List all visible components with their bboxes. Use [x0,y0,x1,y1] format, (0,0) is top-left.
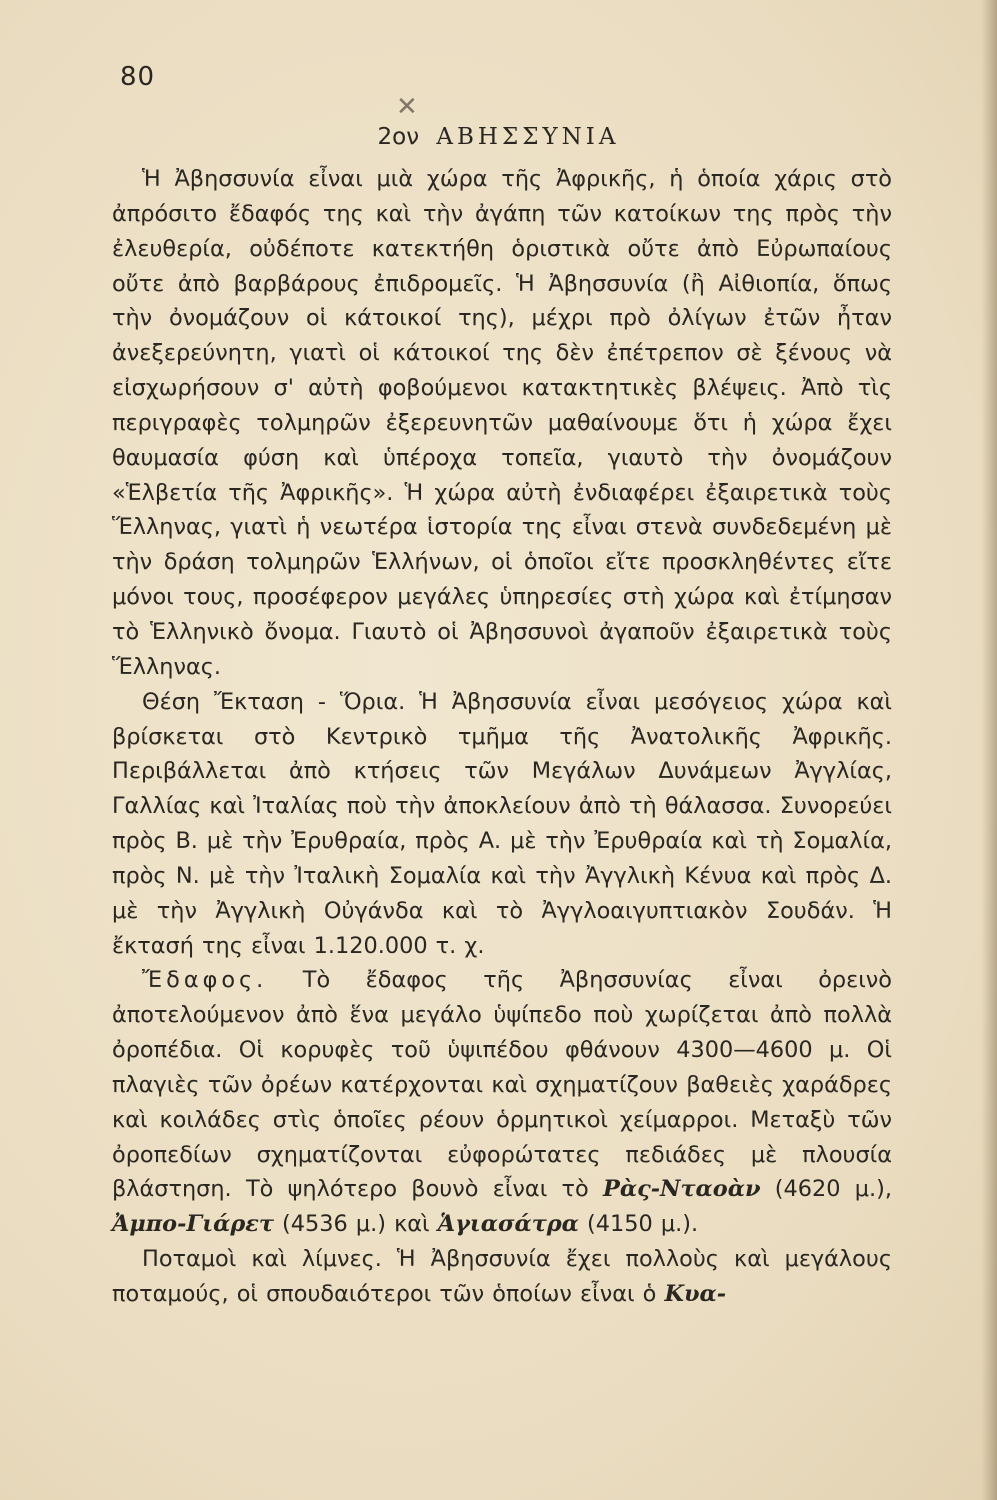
paragraph-terrain-heading: Ἔδαφος. [142,967,268,994]
paragraph-terrain-text-a: Τὸ ἔδαφος τῆς Ἀβησσυνίας εἶναι ὀρεινὸ ἀποτελούμενον ἀπὸ ἕνα μεγάλο ὑψίπεδο ποὺ χωρίζεται ἀπὸ πολλὰ ὀροπέδια. Οἱ κορυφὲς τοῦ ὑψιπέδου φθάνουν 4300—4600 μ. Οἱ πλαγιὲς τῶν ὀρέων κατέρχονται καὶ σχηματίζουν βαθειὲς χαράδρες καὶ κοιλάδες στὶς ὁποῖες ρέουν ὁρμητικοὶ χείμαρροι. Μεταξὺ τῶν ὀροπεδίων σχηματίζονται εὐφορώτατες πεδιάδες μὲ πλουσία βλάστηση. Τὸ ψηλότερο βουνὸ εἶναι τὸ [112,967,892,1203]
chapter-number: 2ον [377,124,420,150]
paragraph-position-heading: Θέση Ἔκταση - Ὅρια. [142,688,406,715]
mountain-abuna-yosef: Ἀμπο-Γιάρετ [112,1211,274,1238]
page-edge-shadow [981,0,997,1500]
paragraph-terrain [112,963,892,1242]
mountain-agiasatra: Ἁγιασάτρα [437,1211,579,1238]
paragraph-terrain-text-c: (4536 μ.) καὶ [273,1211,438,1238]
mountain-ras-dashen: Ρὰς-Νταοὰν [603,1176,761,1203]
page-number: 80 [120,62,156,92]
paragraph-rivers [112,1242,892,1312]
paragraph-position [112,685,892,964]
pencil-mark: ✕ [396,92,418,122]
paragraph-rivers-heading: Ποταμοὶ καὶ λίμνες. [142,1246,382,1273]
paragraph-intro: Ἡ Ἀβησσυνία εἶναι μιὰ χώρα τῆς Ἀφρικῆς, ἡ ὁποία χάρις στὸ ἀπρόσιτο ἔδαφός της καὶ τὴν ἀγάπη τῶν κατοίκων της πρὸς τὴν ἐλευθερία, οὐδέποτε κατεκτήθη ὁριστικὰ οὔτε ἀπὸ Εὐρωπαίους οὔτε ἀπὸ βαρβάρους ἐπιδρομεῖς. Ἡ Ἀβησσυνία (ἢ Αἰθιοπία, ὅπως τὴν ὀνομάζουν οἱ κάτοικοί της), μέχρι πρὸ ὀλίγων ἐτῶν ἦταν ἀνεξερεύνητη, γιατὶ οἱ κάτοικοί της δὲν ἐπέτρεπον σὲ ξένους νὰ εἰσχωρήσουν σ' αὐτὴ φοβούμενοι κατακτητικὲς βλέψεις. Ἀπὸ τὶς περιγραφὲς τολμηρῶν ἐξερευνητῶν μαθαίνουμε ὅτι ἡ χώρα ἔχει θαυμασία φύση καὶ ὑπέροχα τοπεῖα, γιαυτὸ τὴν ὀνομάζουν «Ἑλβετία τῆς Ἀφρικῆς». Ἡ χώρα αὐτὴ ἐνδιαφέρει ἐξαιρετικὰ τοὺς Ἕλληνας, γιατὶ ἡ νεωτέρα ἱστορία της εἶναι στενὰ συνδεδεμένη μὲ τὴν δράση τολμηρῶν Ἑλλήνων, οἱ ὁποῖοι εἴτε προσκληθέντες εἴτε μόνοι τους, προσέφερον μεγάλες ὑπηρεσίες στὴ χώρα καὶ ἐτίμησαν τὸ Ἑλληνικὸ ὄνομα. Γιαυτὸ οἱ Ἀβησσυνοὶ ἀγαποῦν ἐξαιρετικὰ τοὺς Ἕλληνας. [112,166,892,680]
river-name-partial: Κυα- [664,1281,727,1307]
chapter-name: ΑΒΗΣΣΥΝΙΑ [436,124,620,150]
paragraph-position-text: Ἡ Ἀβησσυνία εἶναι μεσόγειος χώρα καὶ βρίσκεται στὸ Κεντρικὸ τμῆμα τῆς Ἀνατολικῆς Ἀφρικῆς. Περιβάλλεται ἀπὸ κτήσεις τῶν Μεγάλων Δυνάμεων Ἀγγλίας, Γαλλίας καὶ Ἰταλίας ποὺ τὴν ἀποκλείουν ἀπὸ τὴ θάλασσα. Συνορεύει πρὸς Β. μὲ τὴν Ἐρυθραία, πρὸς Α. μὲ τὴν Ἐρυθραία καὶ τὴ Σομαλία, πρὸς Ν. μὲ τὴν Ἰταλικὴ Σομαλία καὶ τὴν Ἀγγλικὴ Κένυα καὶ πρὸς Δ. μὲ τὴν Ἀγγλικὴ Οὐγάνδα καὶ τὸ Ἀγγλοαιγυπτιακὸν Σουδάν. Ἡ ἔκτασή της εἶναι 1.120.000 τ. χ. [112,688,892,959]
paragraph-terrain-text-d: (4150 μ.). [578,1211,699,1238]
chapter-title [0,124,997,150]
paragraph-terrain-text-b: (4620 μ.), [760,1176,893,1203]
body-text [112,162,892,1312]
paragraph-rivers-text: Ἡ Ἀβησσυνία ἔχει πολλοὺς καὶ μεγάλους ποταμούς, οἱ σπουδαιότεροι τῶν ὁποίων εἶναι ὁ [112,1246,892,1307]
